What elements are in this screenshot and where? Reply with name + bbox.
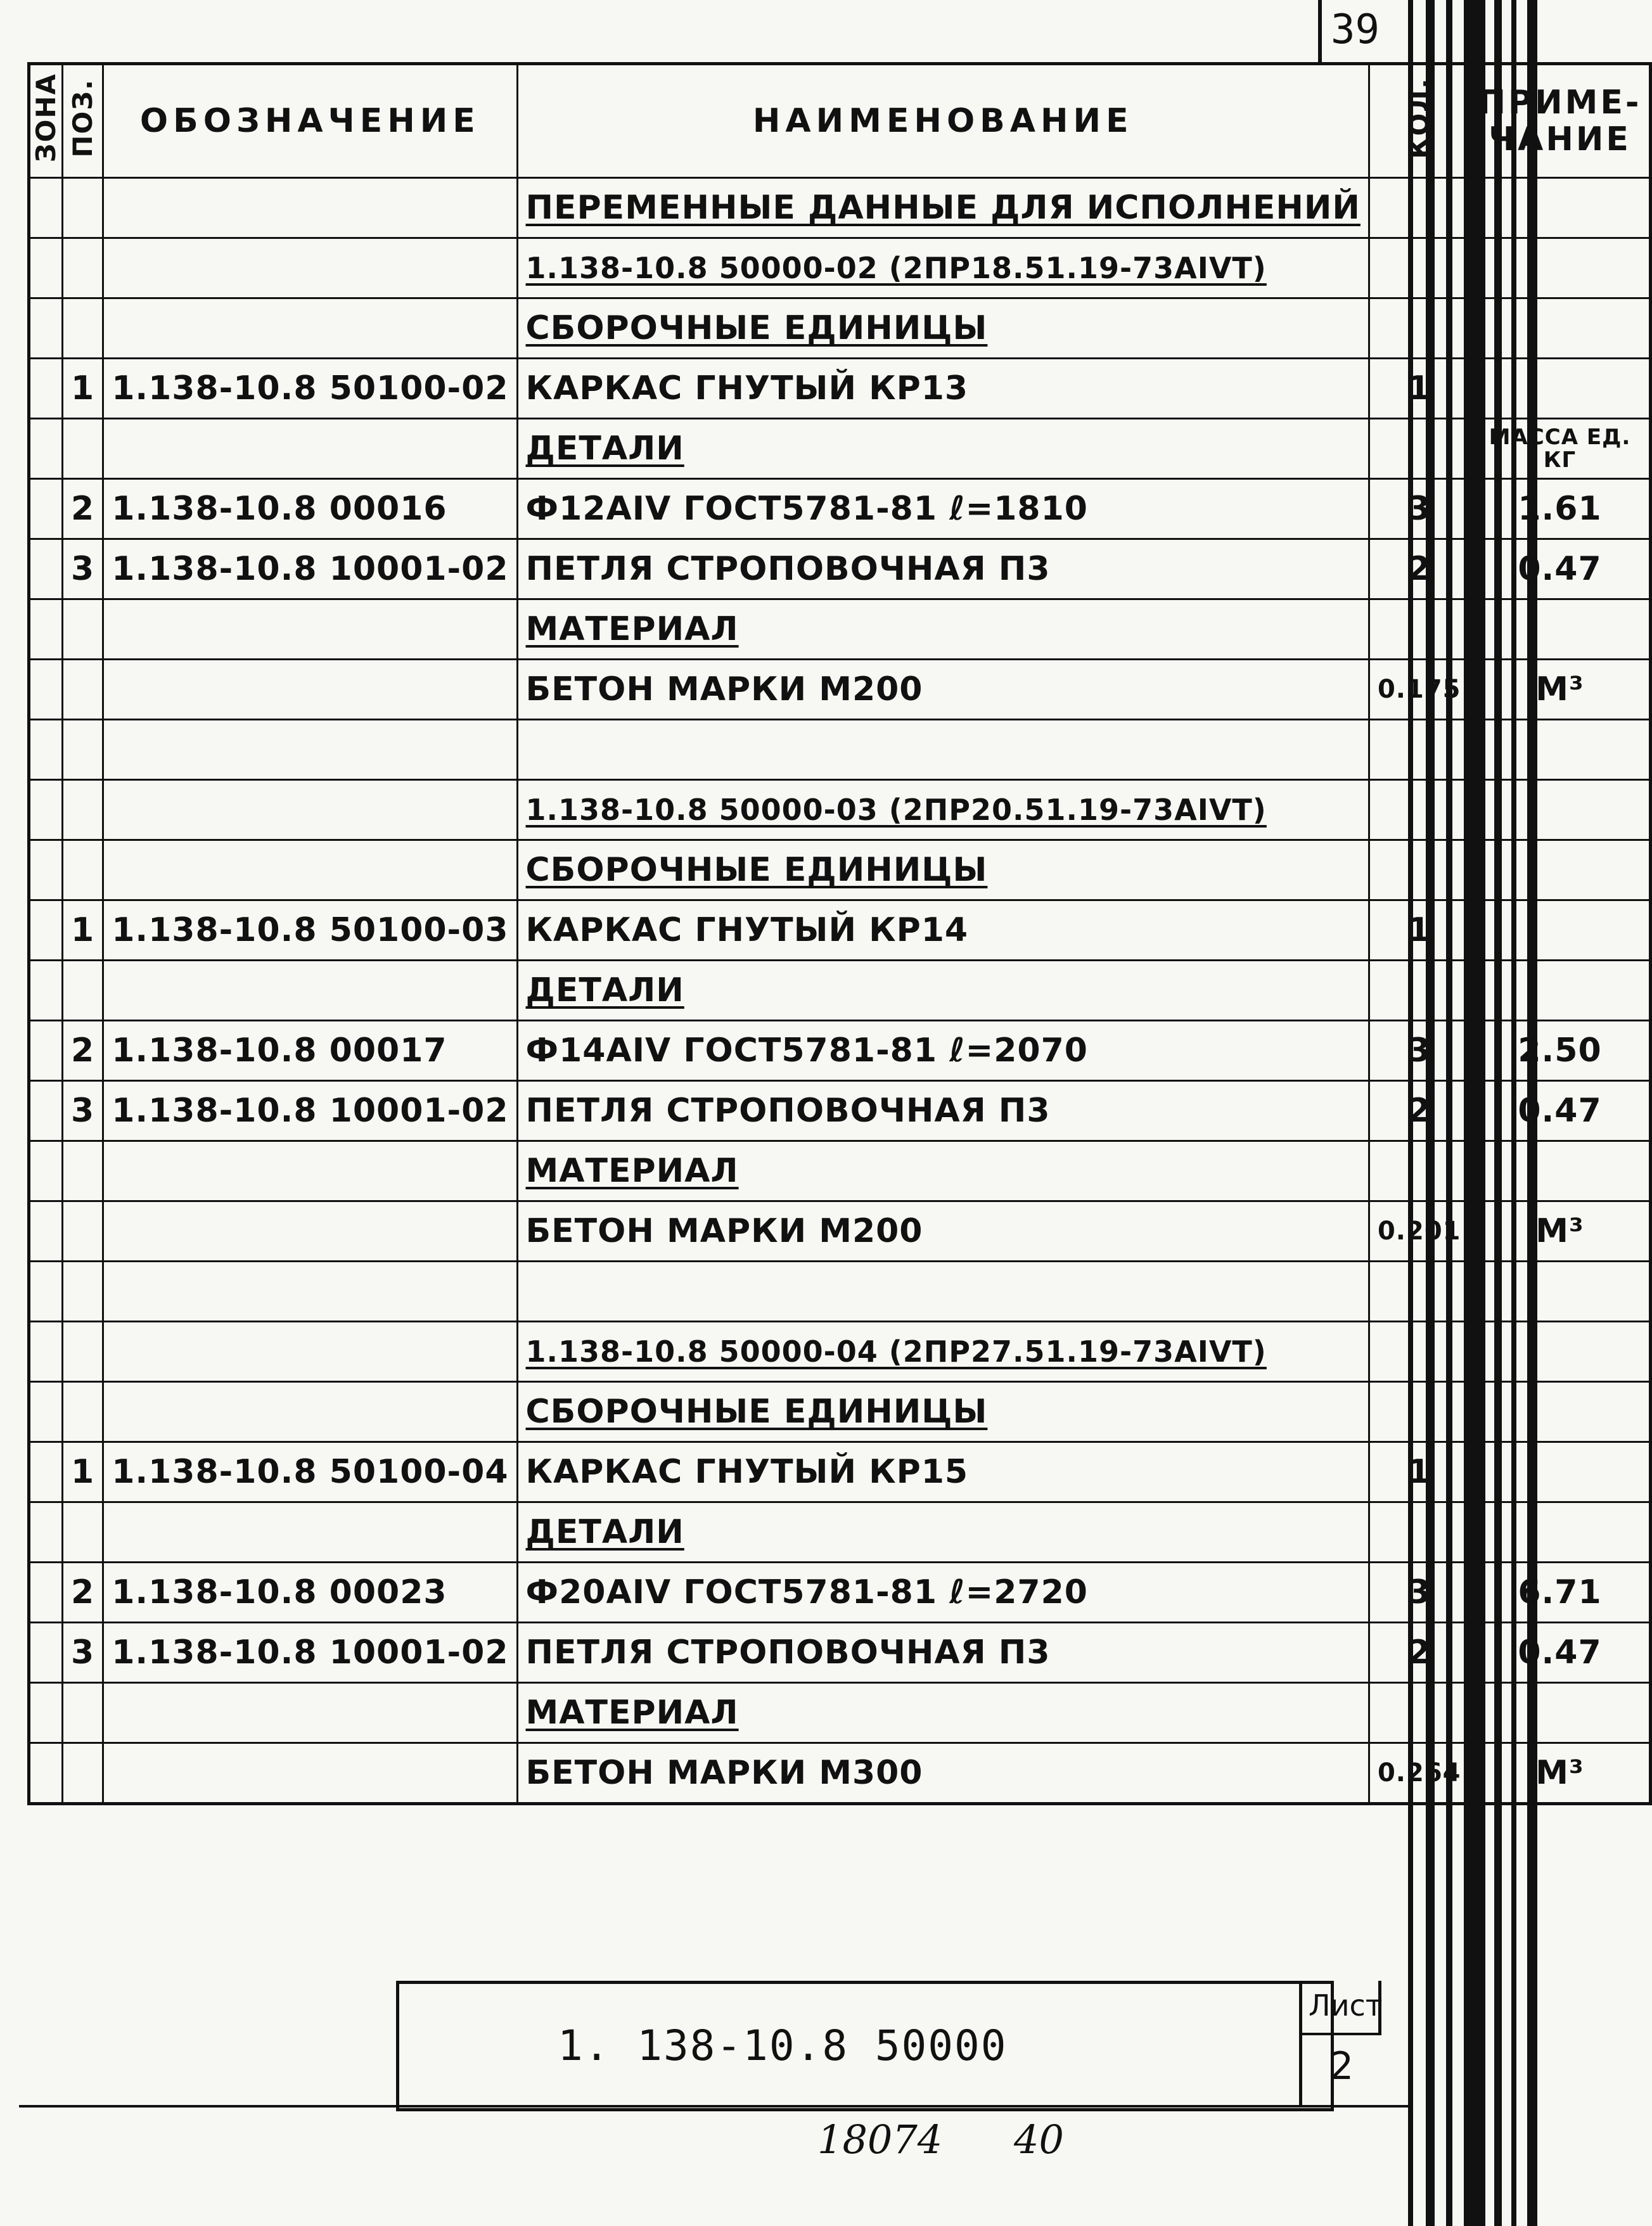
- cell-zone: [29, 419, 63, 479]
- cell-pos: 3: [63, 539, 103, 599]
- cell-zone: [29, 298, 63, 359]
- table-row: [29, 1683, 1651, 1743]
- cell-zone: [29, 900, 63, 961]
- cell-name: [517, 1502, 1369, 1563]
- cell-name: ПЕТЛЯ СТРОПОВОЧНАЯ П3: [517, 1623, 1369, 1683]
- cell-name-text: СБОРОЧНЫЕ ЕДИНИЦЫ: [525, 851, 988, 889]
- cell-note: 6.71: [1470, 1563, 1651, 1623]
- table-row: [29, 961, 1651, 1021]
- cell-name: [517, 1322, 1369, 1382]
- table-row: [29, 479, 1651, 539]
- cell-pos: 2: [63, 1563, 103, 1623]
- cell-name-text: ПЕРЕМЕННЫЕ ДАННЫЕ ДЛЯ ИСПОЛНЕНИЙ: [525, 189, 1361, 227]
- cell-des: [103, 1201, 517, 1262]
- cell-zone: [29, 1743, 63, 1804]
- cell-des: 1.138-10.8 10001-02: [103, 1081, 517, 1141]
- cell-des: 1.138-10.8 00023: [103, 1563, 517, 1623]
- cell-des: 1.138-10.8 00016: [103, 479, 517, 539]
- cell-note: [1470, 178, 1651, 238]
- cell-des: [103, 1683, 517, 1743]
- cell-name: [517, 298, 1369, 359]
- cell-zone: [29, 539, 63, 599]
- cell-qty: [1369, 1502, 1470, 1563]
- cell-des: 1.138-10.8 10001-02: [103, 1623, 517, 1683]
- cell-qty: [1369, 178, 1470, 238]
- cell-name-text: МАТЕРИАЛ: [525, 1694, 739, 1732]
- cell-qty: [1369, 419, 1470, 479]
- cell-note: [1470, 720, 1651, 780]
- cell-pos: [63, 660, 103, 720]
- cell-name: Ф14AIV ГОСТ5781-81 ℓ=2070: [517, 1021, 1369, 1081]
- cell-name: Ф12AIV ГОСТ5781-81 ℓ=1810: [517, 479, 1369, 539]
- cell-pos: [63, 1201, 103, 1262]
- cell-qty: 3: [1369, 479, 1470, 539]
- table-row: [29, 780, 1651, 840]
- cell-qty: 0.264: [1369, 1743, 1470, 1804]
- cell-name: [517, 720, 1369, 780]
- cell-name: ПЕТЛЯ СТРОПОВОЧНАЯ П3: [517, 539, 1369, 599]
- cell-name: [517, 178, 1369, 238]
- cell-des: [103, 961, 517, 1021]
- cell-qty: [1369, 961, 1470, 1021]
- cell-name: [517, 1683, 1369, 1743]
- cell-des: [103, 1382, 517, 1442]
- cell-zone: [29, 1623, 63, 1683]
- cell-zone: [29, 1141, 63, 1201]
- cell-qty: 1: [1369, 900, 1470, 961]
- cell-pos: [63, 840, 103, 900]
- table-row: [29, 900, 1651, 961]
- cell-name: КАРКАС ГНУТЫЙ КР14: [517, 900, 1369, 961]
- cell-qty: 3: [1369, 1021, 1470, 1081]
- cell-zone: [29, 1021, 63, 1081]
- cell-name-text: СБОРОЧНЫЕ ЕДИНИЦЫ: [525, 309, 988, 347]
- cell-name: [517, 961, 1369, 1021]
- cell-note: [1470, 1502, 1651, 1563]
- cell-des: 1.138-10.8 50100-04: [103, 1442, 517, 1502]
- cell-pos: 3: [63, 1623, 103, 1683]
- document-code: 1. 138-10.8 50000: [558, 2021, 1008, 2070]
- cell-qty: [1369, 1382, 1470, 1442]
- cell-des: [103, 840, 517, 900]
- cell-pos: [63, 419, 103, 479]
- cell-note: [1470, 900, 1651, 961]
- cell-note: [1470, 359, 1651, 419]
- cell-pos: 3: [63, 1081, 103, 1141]
- table-row: [29, 1382, 1651, 1442]
- cell-zone: [29, 1502, 63, 1563]
- cell-des: [103, 1743, 517, 1804]
- cell-des: [103, 720, 517, 780]
- cell-qty: [1369, 1262, 1470, 1322]
- cell-note: [1470, 599, 1651, 660]
- table-row: [29, 419, 1651, 479]
- table-row: [29, 840, 1651, 900]
- cell-pos: [63, 1262, 103, 1322]
- cell-note: [1470, 298, 1651, 359]
- cell-note: [1470, 1262, 1651, 1322]
- table-row: [29, 1502, 1651, 1563]
- archive-number: 18074: [817, 2116, 943, 2163]
- table-row: [29, 1743, 1651, 1804]
- cell-pos: [63, 238, 103, 298]
- cell-des: [103, 419, 517, 479]
- bottom-frame-line: [19, 2105, 1413, 2108]
- cell-zone: [29, 1442, 63, 1502]
- cell-pos: [63, 1502, 103, 1563]
- cell-qty: 0.201: [1369, 1201, 1470, 1262]
- cell-zone: [29, 840, 63, 900]
- cell-name: БЕТОН МАРКИ М200: [517, 660, 1369, 720]
- cell-pos: 1: [63, 359, 103, 419]
- cell-zone: [29, 479, 63, 539]
- cell-des: [103, 660, 517, 720]
- cell-note: М³: [1470, 660, 1651, 720]
- cell-note: [1470, 1683, 1651, 1743]
- cell-qty: 0.175: [1369, 660, 1470, 720]
- table-row: [29, 298, 1651, 359]
- cell-qty: [1369, 1322, 1470, 1382]
- cell-note: [1470, 1442, 1651, 1502]
- cell-name: [517, 419, 1369, 479]
- table-row: [29, 1141, 1651, 1201]
- cell-des: [103, 1322, 517, 1382]
- cell-pos: [63, 1382, 103, 1442]
- table-row: [29, 1563, 1651, 1623]
- cell-name: [517, 840, 1369, 900]
- header-note: ПРИМЕ-ЧАНИЕ: [1470, 64, 1651, 178]
- cell-name: [517, 1382, 1369, 1442]
- cell-qty: 2: [1369, 539, 1470, 599]
- cell-zone: [29, 1563, 63, 1623]
- cell-name: Ф20AIV ГОСТ5781-81 ℓ=2720: [517, 1563, 1369, 1623]
- table-row: [29, 1623, 1651, 1683]
- cell-pos: 2: [63, 1021, 103, 1081]
- cell-des: [103, 1262, 517, 1322]
- cell-qty: [1369, 780, 1470, 840]
- cell-des: 1.138-10.8 00017: [103, 1021, 517, 1081]
- cell-qty: [1369, 599, 1470, 660]
- page-number: 39: [1331, 6, 1380, 53]
- cell-des: [103, 780, 517, 840]
- cell-qty: 1: [1369, 359, 1470, 419]
- cell-zone: [29, 359, 63, 419]
- cell-name-text: ДЕТАЛИ: [525, 971, 684, 1009]
- cell-pos: 1: [63, 1442, 103, 1502]
- cell-name: КАРКАС ГНУТЫЙ КР13: [517, 359, 1369, 419]
- cell-note: М³: [1470, 1743, 1651, 1804]
- cell-pos: [63, 961, 103, 1021]
- cell-des: [103, 599, 517, 660]
- cell-zone: [29, 780, 63, 840]
- table-row: [29, 1262, 1651, 1322]
- cell-qty: 3: [1369, 1563, 1470, 1623]
- table-row: [29, 359, 1651, 419]
- cell-note: М³: [1470, 1201, 1651, 1262]
- table-row: [29, 1442, 1651, 1502]
- cell-name-text: МАТЕРИАЛ: [525, 1152, 739, 1190]
- cell-name-text: ДЕТАЛИ: [525, 1513, 684, 1551]
- cell-note: МАССА ЕД. КГ: [1470, 419, 1651, 479]
- cell-qty: 2: [1369, 1081, 1470, 1141]
- cell-name: БЕТОН МАРКИ М300: [517, 1743, 1369, 1804]
- cell-note: 2.50: [1470, 1021, 1651, 1081]
- cell-note: [1470, 1141, 1651, 1201]
- cell-des: 1.138-10.8 50100-03: [103, 900, 517, 961]
- cell-pos: [63, 178, 103, 238]
- cell-qty: [1369, 238, 1470, 298]
- cell-zone: [29, 599, 63, 660]
- table-row: [29, 1322, 1651, 1382]
- cell-note: 1.61: [1470, 479, 1651, 539]
- cell-des: [103, 298, 517, 359]
- cell-name: [517, 599, 1369, 660]
- cell-note: [1470, 1382, 1651, 1442]
- cell-name-text: СБОРОЧНЫЕ ЕДИНИЦЫ: [525, 1393, 988, 1431]
- cell-pos: 1: [63, 900, 103, 961]
- cell-note: 0.47: [1470, 539, 1651, 599]
- table-header-row: [29, 64, 1651, 178]
- cell-zone: [29, 238, 63, 298]
- cell-note: [1470, 780, 1651, 840]
- sheet-number: 2: [1329, 2044, 1354, 2088]
- cell-name: [517, 1262, 1369, 1322]
- cell-zone: [29, 1382, 63, 1442]
- cell-des: [103, 1502, 517, 1563]
- cell-name: КАРКАС ГНУТЫЙ КР15: [517, 1442, 1369, 1502]
- cell-qty: [1369, 720, 1470, 780]
- cell-zone: [29, 1322, 63, 1382]
- cell-pos: [63, 1683, 103, 1743]
- cell-name-text: МАТЕРИАЛ: [525, 610, 739, 648]
- cell-zone: [29, 178, 63, 238]
- cell-name: [517, 238, 1369, 298]
- header-zone: ЗОНА: [29, 64, 63, 178]
- header-designation: ОБОЗНАЧЕНИЕ: [103, 64, 517, 178]
- header-position: ПОЗ.: [63, 64, 103, 178]
- cell-qty: [1369, 1683, 1470, 1743]
- table-row: [29, 178, 1651, 238]
- table-row: [29, 1081, 1651, 1141]
- cell-pos: 2: [63, 479, 103, 539]
- cell-note: [1470, 840, 1651, 900]
- cell-qty: [1369, 1141, 1470, 1201]
- cell-pos: [63, 1322, 103, 1382]
- cell-des: [103, 178, 517, 238]
- header-name: НАИМЕНОВАНИЕ: [517, 64, 1369, 178]
- cell-zone: [29, 1683, 63, 1743]
- cell-name-text: 1.138-10.8 50000-03 (2ПР20.51.19-73AIVT): [525, 793, 1267, 827]
- cell-pos: [63, 780, 103, 840]
- table-row: [29, 599, 1651, 660]
- specification-table: [27, 62, 1652, 1805]
- cell-qty: 1: [1369, 1442, 1470, 1502]
- cell-des: [103, 238, 517, 298]
- cell-des: 1.138-10.8 50100-02: [103, 359, 517, 419]
- cell-name-text: 1.138-10.8 50000-02 (2ПР18.51.19-73AIVT): [525, 251, 1267, 285]
- table-row: [29, 539, 1651, 599]
- cell-zone: [29, 660, 63, 720]
- cell-name: [517, 1141, 1369, 1201]
- cell-name: [517, 780, 1369, 840]
- table-row: [29, 720, 1651, 780]
- table-row: [29, 1021, 1651, 1081]
- cell-qty: [1369, 298, 1470, 359]
- cell-pos: [63, 720, 103, 780]
- cell-zone: [29, 1201, 63, 1262]
- cell-name-text: ДЕТАЛИ: [525, 430, 684, 468]
- cell-note: [1470, 1322, 1651, 1382]
- cell-pos: [63, 599, 103, 660]
- cell-name: ПЕТЛЯ СТРОПОВОЧНАЯ П3: [517, 1081, 1369, 1141]
- header-qty: КОЛ.: [1369, 64, 1470, 178]
- table-row: [29, 1201, 1651, 1262]
- cell-des: [103, 1141, 517, 1201]
- cell-pos: [63, 1743, 103, 1804]
- cell-zone: [29, 961, 63, 1021]
- cell-zone: [29, 720, 63, 780]
- cell-note: 0.47: [1470, 1623, 1651, 1683]
- cell-zone: [29, 1081, 63, 1141]
- cell-note: 0.47: [1470, 1081, 1651, 1141]
- sheet-label: Лист: [1309, 1988, 1383, 2023]
- cell-zone: [29, 1262, 63, 1322]
- cell-pos: [63, 1141, 103, 1201]
- page-count: 40: [1014, 2116, 1064, 2163]
- cell-pos: [63, 298, 103, 359]
- cell-name-text: 1.138-10.8 50000-04 (2ПР27.51.19-73AIVT): [525, 1334, 1267, 1369]
- cell-des: 1.138-10.8 10001-02: [103, 539, 517, 599]
- table-row: [29, 660, 1651, 720]
- cell-qty: [1369, 840, 1470, 900]
- cell-qty: 2: [1369, 1623, 1470, 1683]
- table-row: [29, 238, 1651, 298]
- cell-name: БЕТОН МАРКИ М200: [517, 1201, 1369, 1262]
- cell-note: [1470, 238, 1651, 298]
- cell-note: [1470, 961, 1651, 1021]
